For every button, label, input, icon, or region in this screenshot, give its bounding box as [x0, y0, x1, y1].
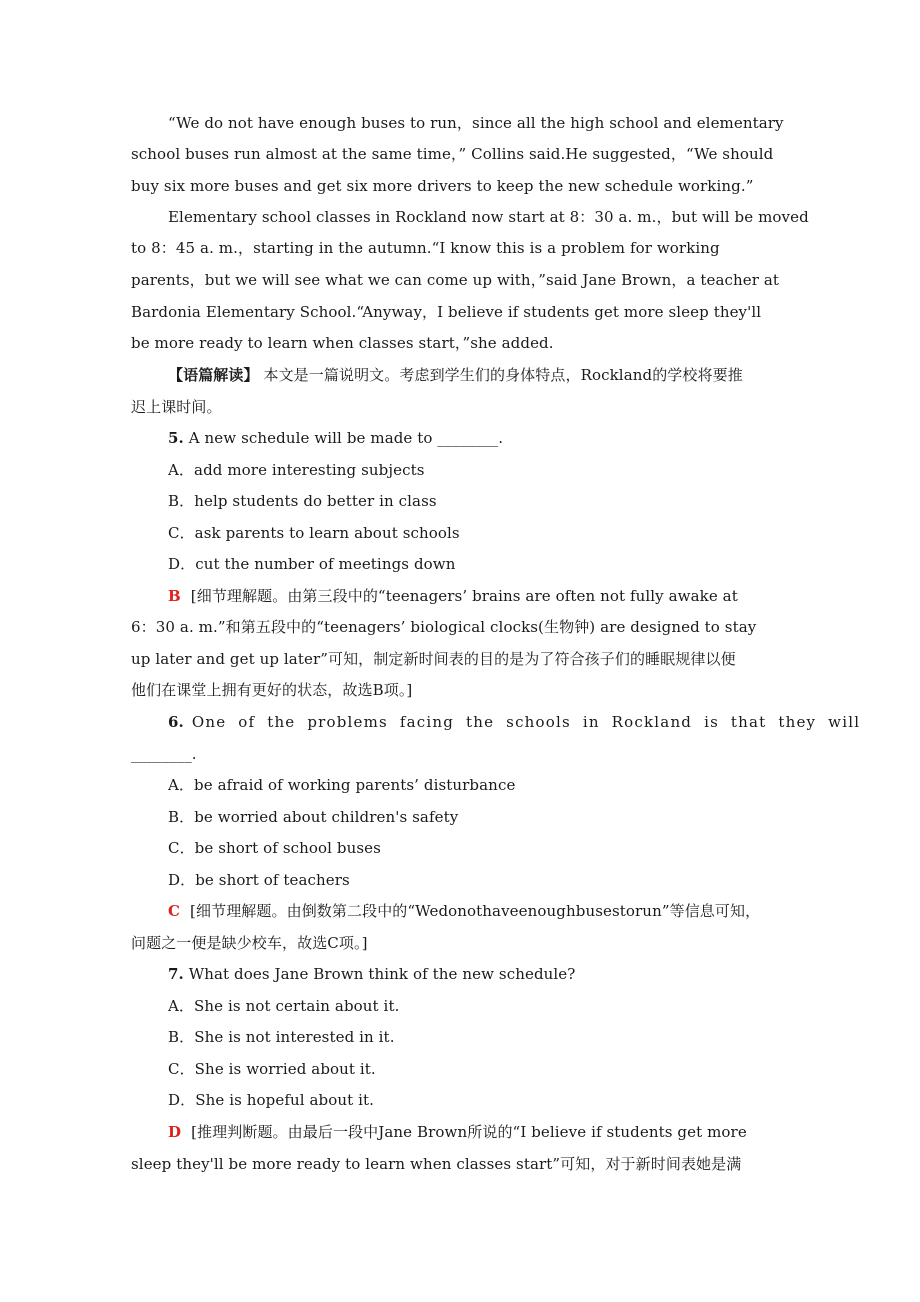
- option: A．She is not certain about it.: [168, 997, 400, 1015]
- option: D．be short of teachers: [168, 871, 350, 889]
- explanation-line: up later and get up later”可知，制定新时间表的目的是为了符合孩子们的睡眠规律以便: [131, 650, 736, 668]
- answer-letter: B: [168, 587, 181, 605]
- explanation-line: 他们在课堂上拥有更好的状态，故选B项。]: [131, 681, 413, 699]
- explanation-text: [细节理解题。由倒数第二段中的“Wedonothaveenoughbusestorun”等信息可知，: [190, 902, 761, 920]
- explanation-line: [168, 586, 868, 606]
- question-text-cont: ________.: [131, 745, 197, 763]
- option: B．She is not interested in it.: [168, 1028, 395, 1046]
- explanation-line: 问题之一便是缺少校车，故选C项。]: [131, 934, 368, 952]
- option: A．be afraid of working parents’ disturbance: [168, 776, 516, 794]
- explanation-line: 6：30 a. m.”和第五段中的“teenagers’ biological clocks(生物钟) are designed to stay: [131, 618, 757, 636]
- passage-line: parents，but we will see what we can come up with，”said Jane Brown，a teacher at: [131, 271, 780, 289]
- question-number: 5.: [168, 429, 184, 447]
- option: A．add more interesting subjects: [168, 461, 425, 479]
- question-number: 7.: [168, 965, 184, 983]
- option: D．She is hopeful about it.: [168, 1091, 375, 1109]
- analysis-text: 本文是一篇说明文。考虑到学生们的身体特点，Rockland的学校将要推: [263, 366, 743, 384]
- explanation-text: [推理判断题。由最后一段中Jane Brown所说的“I believe if students get more: [191, 1123, 747, 1141]
- explanation-line: [168, 901, 868, 921]
- question-text: A new schedule will be made to ________.: [188, 429, 504, 447]
- passage-line: Elementary school classes in Rockland now start at 8：30 a. m.，but will be moved: [168, 208, 809, 226]
- explanation-line: [168, 1122, 868, 1142]
- explanation-line: sleep they'll be more ready to learn when classes start”可知，对于新时间表她是满: [131, 1155, 742, 1173]
- question-stem: [168, 428, 868, 448]
- option: C．ask parents to learn about schools: [168, 524, 460, 542]
- option: B．be worried about children's safety: [168, 808, 459, 826]
- passage-line: “We do not have enough buses to run，since all the high school and elementary: [168, 114, 784, 132]
- option: C．She is worried about it.: [168, 1060, 376, 1078]
- question-text: One of the problems facing the schools in Rockland is that they will: [191, 713, 861, 731]
- question-stem: [168, 964, 868, 984]
- passage-line: be more ready to learn when classes start，”she added.: [131, 334, 554, 352]
- question-text: What does Jane Brown think of the new schedule?: [188, 965, 576, 983]
- question-number: 6.: [168, 713, 184, 731]
- option: B．help students do better in class: [168, 492, 437, 510]
- passage-line: to 8：45 a. m.，starting in the autumn.“I know this is a problem for working: [131, 239, 720, 257]
- option: D．cut the number of meetings down: [168, 555, 456, 573]
- answer-letter: C: [168, 902, 181, 920]
- passage-line: buy six more buses and get six more drivers to keep the new schedule working.”: [131, 177, 754, 195]
- analysis-line: [168, 365, 868, 385]
- explanation-text: [细节理解题。由第三段中的“teenagers’ brains are often not fully awake at: [190, 587, 738, 605]
- option: C．be short of school buses: [168, 839, 381, 857]
- question-stem: [168, 712, 861, 732]
- answer-letter: D: [168, 1123, 182, 1141]
- passage-line: Bardonia Elementary School.“Anyway，I believe if students get more sleep they'll: [131, 303, 762, 321]
- passage-line: school buses run almost at the same time，” Collins said.He suggested，“We should: [131, 145, 774, 163]
- analysis-line: 迟上课时间。: [131, 398, 222, 416]
- analysis-label: 【语篇解读】: [168, 366, 259, 384]
